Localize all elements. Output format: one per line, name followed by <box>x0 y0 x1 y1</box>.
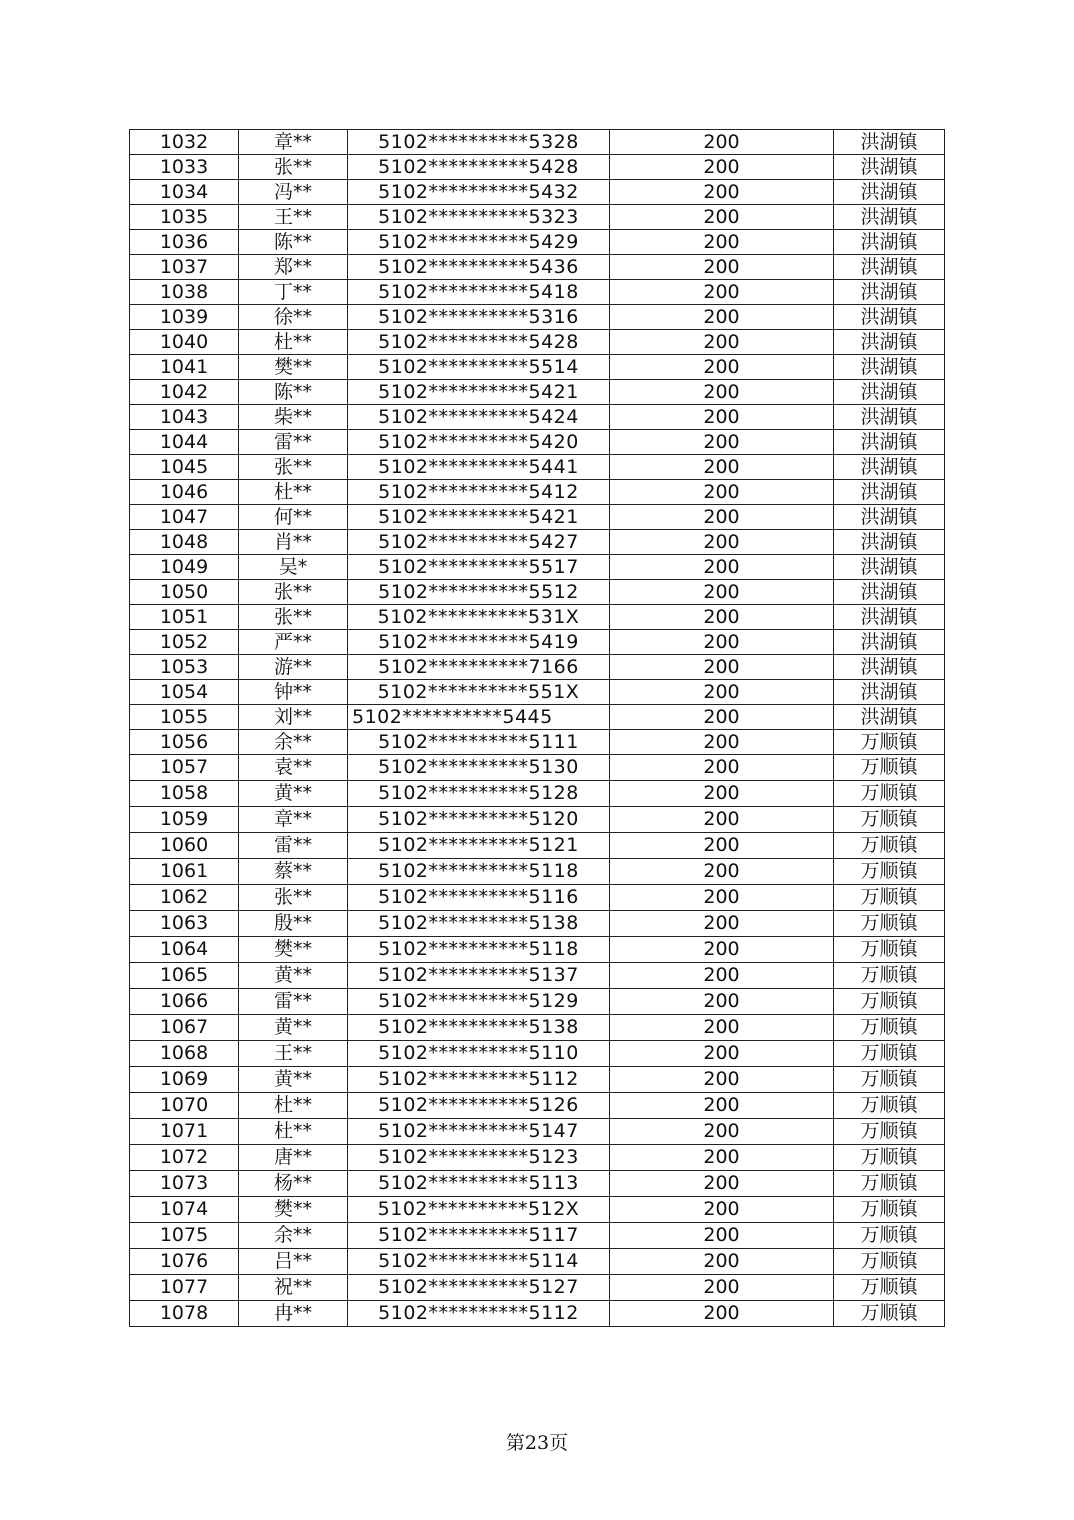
cell-name: 章** <box>239 130 348 155</box>
cell-index: 1072 <box>130 1145 239 1171</box>
cell-index: 1073 <box>130 1171 239 1197</box>
cell-name: 吴* <box>239 555 348 580</box>
cell-amount: 200 <box>610 305 834 330</box>
cell-town: 洪湖镇 <box>834 680 945 705</box>
cell-id-number: 5102**********5419 <box>348 630 610 655</box>
cell-id-number: 5102**********5138 <box>348 911 610 937</box>
cell-name: 王** <box>239 205 348 230</box>
cell-town: 万顺镇 <box>834 911 945 937</box>
cell-id-number: 5102**********5113 <box>348 1171 610 1197</box>
cell-town: 洪湖镇 <box>834 530 945 555</box>
cell-index: 1058 <box>130 781 239 807</box>
cell-amount: 200 <box>610 1171 834 1197</box>
cell-town: 万顺镇 <box>834 1223 945 1249</box>
cell-name: 刘** <box>239 705 348 730</box>
cell-amount: 200 <box>610 833 834 859</box>
cell-town: 万顺镇 <box>834 730 945 755</box>
cell-id-number: 5102**********5112 <box>348 1067 610 1093</box>
cell-name: 樊** <box>239 1197 348 1223</box>
cell-amount: 200 <box>610 1067 834 1093</box>
cell-id-number: 5102**********5427 <box>348 530 610 555</box>
cell-town: 洪湖镇 <box>834 130 945 155</box>
cell-town: 洪湖镇 <box>834 605 945 630</box>
cell-amount: 200 <box>610 205 834 230</box>
cell-id-number: 5102**********7166 <box>348 655 610 680</box>
cell-id-number: 5102**********512X <box>348 1197 610 1223</box>
cell-id-number: 5102**********5316 <box>348 305 610 330</box>
cell-name: 张** <box>239 155 348 180</box>
cell-town: 洪湖镇 <box>834 205 945 230</box>
cell-amount: 200 <box>610 730 834 755</box>
table-row <box>130 1093 945 1119</box>
cell-id-number: 5102**********5421 <box>348 380 610 405</box>
cell-index: 1074 <box>130 1197 239 1223</box>
cell-index: 1067 <box>130 1015 239 1041</box>
cell-town: 万顺镇 <box>834 1171 945 1197</box>
cell-index: 1066 <box>130 989 239 1015</box>
cell-name: 蔡** <box>239 859 348 885</box>
table-row <box>130 1067 945 1093</box>
cell-amount: 200 <box>610 255 834 280</box>
cell-id-number: 5102**********5421 <box>348 505 610 530</box>
cell-town: 洪湖镇 <box>834 430 945 455</box>
table-row <box>130 230 945 255</box>
cell-amount: 200 <box>610 355 834 380</box>
cell-town: 洪湖镇 <box>834 180 945 205</box>
table-row <box>130 305 945 330</box>
cell-index: 1061 <box>130 859 239 885</box>
cell-town: 万顺镇 <box>834 1067 945 1093</box>
table-row <box>130 530 945 555</box>
cell-amount: 200 <box>610 580 834 605</box>
cell-name: 黄** <box>239 963 348 989</box>
cell-town: 洪湖镇 <box>834 330 945 355</box>
table-row <box>130 355 945 380</box>
table-row <box>130 911 945 937</box>
cell-index: 1059 <box>130 807 239 833</box>
cell-town: 万顺镇 <box>834 1145 945 1171</box>
cell-id-number: 5102**********531X <box>348 605 610 630</box>
table-row <box>130 963 945 989</box>
table-row <box>130 330 945 355</box>
cell-id-number: 5102**********5118 <box>348 937 610 963</box>
cell-index: 1051 <box>130 605 239 630</box>
cell-amount: 200 <box>610 755 834 781</box>
table-row <box>130 859 945 885</box>
cell-index: 1039 <box>130 305 239 330</box>
table-row <box>130 1249 945 1275</box>
cell-amount: 200 <box>610 1301 834 1327</box>
cell-town: 洪湖镇 <box>834 380 945 405</box>
cell-index: 1055 <box>130 705 239 730</box>
cell-amount: 200 <box>610 911 834 937</box>
cell-amount: 200 <box>610 555 834 580</box>
table-row <box>130 380 945 405</box>
cell-name: 樊** <box>239 937 348 963</box>
cell-index: 1078 <box>130 1301 239 1327</box>
table-row <box>130 989 945 1015</box>
cell-name: 张** <box>239 885 348 911</box>
cell-town: 万顺镇 <box>834 807 945 833</box>
cell-name: 雷** <box>239 989 348 1015</box>
cell-index: 1071 <box>130 1119 239 1145</box>
cell-amount: 200 <box>610 455 834 480</box>
cell-index: 1060 <box>130 833 239 859</box>
cell-name: 章** <box>239 807 348 833</box>
cell-name: 雷** <box>239 833 348 859</box>
cell-amount: 200 <box>610 1145 834 1171</box>
cell-name: 杜** <box>239 1093 348 1119</box>
cell-name: 张** <box>239 455 348 480</box>
cell-amount: 200 <box>610 885 834 911</box>
cell-id-number: 5102**********5123 <box>348 1145 610 1171</box>
cell-amount: 200 <box>610 807 834 833</box>
cell-name: 殷** <box>239 911 348 937</box>
cell-index: 1062 <box>130 885 239 911</box>
cell-index: 1035 <box>130 205 239 230</box>
cell-town: 万顺镇 <box>834 1249 945 1275</box>
table-row <box>130 180 945 205</box>
cell-name: 杜** <box>239 1119 348 1145</box>
table-row <box>130 480 945 505</box>
cell-id-number: 5102**********5117 <box>348 1223 610 1249</box>
cell-town: 洪湖镇 <box>834 630 945 655</box>
table-row <box>130 1145 945 1171</box>
cell-town: 洪湖镇 <box>834 255 945 280</box>
cell-id-number: 5102**********5428 <box>348 155 610 180</box>
cell-index: 1042 <box>130 380 239 405</box>
cell-town: 洪湖镇 <box>834 280 945 305</box>
table-row <box>130 555 945 580</box>
cell-town: 洪湖镇 <box>834 455 945 480</box>
cell-id-number: 5102**********5436 <box>348 255 610 280</box>
cell-amount: 200 <box>610 1015 834 1041</box>
cell-name: 游** <box>239 655 348 680</box>
cell-town: 洪湖镇 <box>834 155 945 180</box>
data-table <box>129 129 945 1327</box>
cell-name: 郑** <box>239 255 348 280</box>
cell-index: 1036 <box>130 230 239 255</box>
cell-amount: 200 <box>610 1119 834 1145</box>
cell-name: 黄** <box>239 1067 348 1093</box>
cell-id-number: 5102**********5424 <box>348 405 610 430</box>
cell-index: 1041 <box>130 355 239 380</box>
cell-town: 万顺镇 <box>834 1119 945 1145</box>
cell-id-number: 5102**********5420 <box>348 430 610 455</box>
cell-amount: 200 <box>610 280 834 305</box>
cell-name: 张** <box>239 605 348 630</box>
cell-id-number: 5102**********5428 <box>348 330 610 355</box>
cell-id-number: 5102**********5138 <box>348 1015 610 1041</box>
cell-name: 钟** <box>239 680 348 705</box>
cell-name: 何** <box>239 505 348 530</box>
cell-id-number: 5102**********5120 <box>348 807 610 833</box>
cell-name: 袁** <box>239 755 348 781</box>
cell-town: 万顺镇 <box>834 1301 945 1327</box>
table-row <box>130 1223 945 1249</box>
cell-index: 1038 <box>130 280 239 305</box>
cell-name: 黄** <box>239 781 348 807</box>
cell-town: 万顺镇 <box>834 781 945 807</box>
cell-name: 吕** <box>239 1249 348 1275</box>
cell-name: 张** <box>239 580 348 605</box>
table-row <box>130 885 945 911</box>
cell-id-number: 5102**********5126 <box>348 1093 610 1119</box>
cell-index: 1056 <box>130 730 239 755</box>
cell-index: 1050 <box>130 580 239 605</box>
cell-amount: 200 <box>610 1223 834 1249</box>
cell-town: 万顺镇 <box>834 1275 945 1301</box>
page-number: 第23页 <box>505 1432 569 1454</box>
cell-amount: 200 <box>610 963 834 989</box>
cell-index: 1037 <box>130 255 239 280</box>
cell-name: 樊** <box>239 355 348 380</box>
cell-index: 1069 <box>130 1067 239 1093</box>
cell-index: 1063 <box>130 911 239 937</box>
cell-id-number: 5102**********5429 <box>348 230 610 255</box>
cell-town: 万顺镇 <box>834 859 945 885</box>
cell-index: 1033 <box>130 155 239 180</box>
cell-town: 洪湖镇 <box>834 505 945 530</box>
cell-id-number: 5102**********5418 <box>348 280 610 305</box>
table-row <box>130 130 945 155</box>
table-body <box>130 130 945 1327</box>
cell-id-number: 5102**********5514 <box>348 355 610 380</box>
table-row <box>130 1301 945 1327</box>
cell-id-number: 5102**********5512 <box>348 580 610 605</box>
cell-town: 万顺镇 <box>834 1197 945 1223</box>
cell-index: 1048 <box>130 530 239 555</box>
cell-amount: 200 <box>610 1197 834 1223</box>
cell-amount: 200 <box>610 859 834 885</box>
cell-town: 洪湖镇 <box>834 305 945 330</box>
cell-town: 万顺镇 <box>834 1015 945 1041</box>
table-row <box>130 1041 945 1067</box>
cell-town: 万顺镇 <box>834 1093 945 1119</box>
cell-town: 洪湖镇 <box>834 555 945 580</box>
cell-name: 柴** <box>239 405 348 430</box>
table-row <box>130 705 945 730</box>
cell-id-number: 5102**********5445 <box>348 705 610 730</box>
cell-id-number: 5102**********5328 <box>348 130 610 155</box>
cell-name: 杜** <box>239 330 348 355</box>
cell-index: 1043 <box>130 405 239 430</box>
cell-amount: 200 <box>610 430 834 455</box>
cell-index: 1075 <box>130 1223 239 1249</box>
table-row <box>130 1171 945 1197</box>
cell-town: 万顺镇 <box>834 755 945 781</box>
cell-name: 雷** <box>239 430 348 455</box>
cell-amount: 200 <box>610 680 834 705</box>
table-row <box>130 807 945 833</box>
cell-amount: 200 <box>610 1249 834 1275</box>
cell-index: 1040 <box>130 330 239 355</box>
cell-id-number: 5102**********5111 <box>348 730 610 755</box>
cell-index: 1077 <box>130 1275 239 1301</box>
cell-amount: 200 <box>610 1041 834 1067</box>
cell-amount: 200 <box>610 530 834 555</box>
table-row <box>130 655 945 680</box>
cell-index: 1046 <box>130 480 239 505</box>
table-row <box>130 755 945 781</box>
cell-name: 杜** <box>239 480 348 505</box>
cell-id-number: 5102**********5121 <box>348 833 610 859</box>
cell-amount: 200 <box>610 130 834 155</box>
cell-name: 陈** <box>239 230 348 255</box>
cell-name: 祝** <box>239 1275 348 1301</box>
table-row <box>130 937 945 963</box>
cell-id-number: 5102**********551X <box>348 680 610 705</box>
cell-town: 万顺镇 <box>834 833 945 859</box>
cell-name: 严** <box>239 630 348 655</box>
cell-amount: 200 <box>610 1093 834 1119</box>
cell-amount: 200 <box>610 630 834 655</box>
cell-id-number: 5102**********5517 <box>348 555 610 580</box>
table-row <box>130 505 945 530</box>
cell-town: 洪湖镇 <box>834 355 945 380</box>
cell-amount: 200 <box>610 505 834 530</box>
cell-id-number: 5102**********5130 <box>348 755 610 781</box>
cell-id-number: 5102**********5110 <box>348 1041 610 1067</box>
table-row <box>130 1015 945 1041</box>
cell-name: 王** <box>239 1041 348 1067</box>
cell-town: 万顺镇 <box>834 963 945 989</box>
cell-index: 1057 <box>130 755 239 781</box>
cell-id-number: 5102**********5147 <box>348 1119 610 1145</box>
cell-name: 徐** <box>239 305 348 330</box>
cell-town: 万顺镇 <box>834 1041 945 1067</box>
cell-index: 1064 <box>130 937 239 963</box>
cell-index: 1054 <box>130 680 239 705</box>
cell-index: 1044 <box>130 430 239 455</box>
cell-name: 黄** <box>239 1015 348 1041</box>
cell-amount: 200 <box>610 937 834 963</box>
cell-id-number: 5102**********5432 <box>348 180 610 205</box>
cell-index: 1032 <box>130 130 239 155</box>
table-row <box>130 833 945 859</box>
cell-id-number: 5102**********5129 <box>348 989 610 1015</box>
cell-index: 1053 <box>130 655 239 680</box>
cell-amount: 200 <box>610 781 834 807</box>
cell-amount: 200 <box>610 480 834 505</box>
cell-town: 洪湖镇 <box>834 705 945 730</box>
cell-id-number: 5102**********5323 <box>348 205 610 230</box>
cell-amount: 200 <box>610 655 834 680</box>
table-row <box>130 255 945 280</box>
cell-town: 洪湖镇 <box>834 655 945 680</box>
cell-amount: 200 <box>610 330 834 355</box>
cell-amount: 200 <box>610 180 834 205</box>
table-row <box>130 1119 945 1145</box>
cell-name: 杨** <box>239 1171 348 1197</box>
cell-id-number: 5102**********5137 <box>348 963 610 989</box>
cell-id-number: 5102**********5112 <box>348 1301 610 1327</box>
cell-id-number: 5102**********5114 <box>348 1249 610 1275</box>
cell-name: 陈** <box>239 380 348 405</box>
cell-town: 洪湖镇 <box>834 230 945 255</box>
cell-id-number: 5102**********5118 <box>348 859 610 885</box>
cell-index: 1045 <box>130 455 239 480</box>
cell-amount: 200 <box>610 989 834 1015</box>
cell-amount: 200 <box>610 230 834 255</box>
table-row <box>130 680 945 705</box>
cell-town: 万顺镇 <box>834 937 945 963</box>
table-row <box>130 205 945 230</box>
cell-index: 1047 <box>130 505 239 530</box>
cell-index: 1052 <box>130 630 239 655</box>
table-row <box>130 781 945 807</box>
cell-town: 洪湖镇 <box>834 580 945 605</box>
table-row <box>130 455 945 480</box>
cell-name: 肖** <box>239 530 348 555</box>
cell-amount: 200 <box>610 155 834 180</box>
cell-amount: 200 <box>610 405 834 430</box>
cell-name: 余** <box>239 730 348 755</box>
cell-name: 丁** <box>239 280 348 305</box>
cell-index: 1068 <box>130 1041 239 1067</box>
cell-name: 冯** <box>239 180 348 205</box>
cell-index: 1070 <box>130 1093 239 1119</box>
table-row <box>130 280 945 305</box>
cell-town: 万顺镇 <box>834 989 945 1015</box>
cell-amount: 200 <box>610 705 834 730</box>
table-row <box>130 1197 945 1223</box>
cell-name: 冉** <box>239 1301 348 1327</box>
table-row <box>130 730 945 755</box>
cell-id-number: 5102**********5116 <box>348 885 610 911</box>
cell-index: 1076 <box>130 1249 239 1275</box>
cell-index: 1065 <box>130 963 239 989</box>
cell-amount: 200 <box>610 605 834 630</box>
table-row <box>130 630 945 655</box>
cell-id-number: 5102**********5127 <box>348 1275 610 1301</box>
table-row <box>130 430 945 455</box>
table-row <box>130 1275 945 1301</box>
table-row <box>130 580 945 605</box>
cell-index: 1049 <box>130 555 239 580</box>
cell-id-number: 5102**********5128 <box>348 781 610 807</box>
cell-town: 洪湖镇 <box>834 480 945 505</box>
cell-index: 1034 <box>130 180 239 205</box>
cell-amount: 200 <box>610 1275 834 1301</box>
table-row <box>130 405 945 430</box>
cell-name: 余** <box>239 1223 348 1249</box>
table-row <box>130 605 945 630</box>
cell-id-number: 5102**********5441 <box>348 455 610 480</box>
cell-amount: 200 <box>610 380 834 405</box>
cell-town: 万顺镇 <box>834 885 945 911</box>
cell-name: 唐** <box>239 1145 348 1171</box>
cell-id-number: 5102**********5412 <box>348 480 610 505</box>
table-row <box>130 155 945 180</box>
cell-town: 洪湖镇 <box>834 405 945 430</box>
